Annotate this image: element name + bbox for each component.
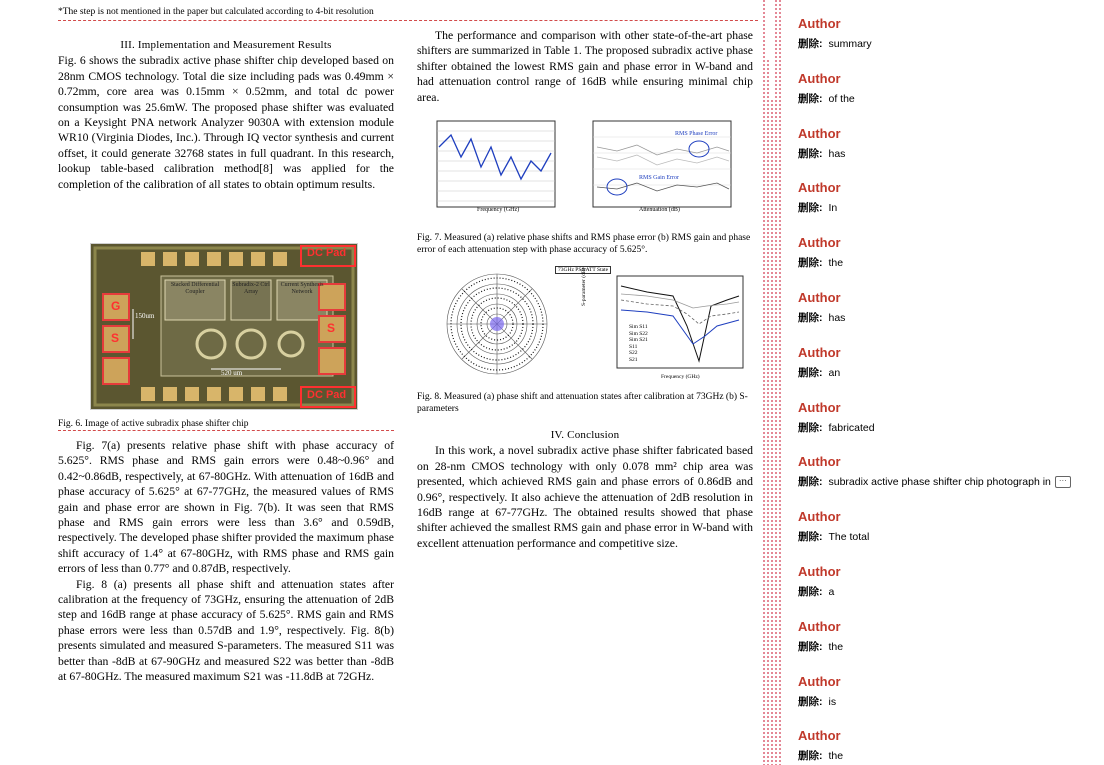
comment-author: Author [798, 454, 841, 469]
block-label-coupler: Stacked Differential Coupler [170, 282, 220, 295]
dc-pad-label-top: DC Pad [307, 247, 347, 259]
fig6-caption: Fig. 6. Image of active subradix phase shifter chip [58, 419, 249, 429]
comment-balloon[interactable] [798, 400, 1088, 435]
deleted-text: In [828, 202, 838, 214]
comment-balloon[interactable] [798, 728, 1088, 763]
fig8-caption: Fig. 8. Measured (a) phase shift and attenuation states after calibration at 73GHz (b) S-parameters [417, 392, 748, 414]
paragraph-fig8[interactable]: Fig. 8 (a) presents all phase shift and attenuation states after calibration at the frequency of 73GHz, ensuring the attenuation of 2dB step and 16dB range at phase accuracy of 5.625°. RMS gain and RMS phase errors were less than 0.57dB and 1.9°, respectively. Fig. 8(b) presents simulated and measured S-parameters. The measured S11 was better than -8dB at 67-90GHz and measured S22 was better than -8dB at 67-80GHz. The measured maximum S21 was -11.8dB at 72GHz. [58, 577, 394, 684]
right-column-top [417, 28, 753, 105]
chip-photograph [90, 243, 358, 410]
comment-balloon[interactable] [798, 509, 1088, 544]
paragraph-fig7[interactable]: Fig. 7(a) presents relative phase shift with phase accuracy of 5.625°. RMS phase and RMS gain errors were 0.48~0.96° and 0.42~0.86dB, respectively, at 67-80GHz. With attenuation of 16dB and phase accuracy of 5.625° at 67-77GHz, the measured values of RMS gain and phase error are shown in Fig. 7(b). It was seen that RMS phase and RMS gain errors were less than 3.6° and 0.59dB, respectively. The developed phase shifter provided the maximum phase shift accuracy of 1.4° at 67-80GHz, with RMS phase and RMS gain errors of less than 0.77° and 0.87dB, respectively. [58, 439, 394, 576]
legend-entry: Sim S22 [629, 330, 648, 337]
legend-entry: Sim S11 [629, 324, 648, 330]
comment-balloon[interactable] [798, 454, 1088, 489]
deleted-text: of the [828, 93, 855, 105]
fig8b-legend [629, 324, 648, 363]
legend-entry: S22 [629, 350, 638, 356]
comment-balloon[interactable] [798, 674, 1088, 709]
comment-balloon[interactable] [798, 290, 1088, 325]
comment-balloon[interactable] [798, 619, 1088, 654]
g-pad-label: G [111, 299, 121, 313]
deleted-text: a [828, 586, 835, 598]
comment-author: Author [798, 345, 841, 360]
deleted-label: 删除: [798, 476, 823, 488]
comment-leader-lines [762, 0, 784, 765]
comment-balloon[interactable] [798, 345, 1088, 380]
divider [58, 430, 394, 431]
fig7b-annotation-gain: RMS Gain Error [639, 175, 679, 181]
paragraph-conclusion[interactable]: In this work, a novel subradix active phase shifter fabricated based on 28-nm CMOS technology with only 0.078 mm² chip area was presented, which achieved RMS gain and phase errors of 0.86dB and 0.96°, respectively. It also achieve the attenuation of 2dB resolution in 16dB range at 67-77GHz. The obtained results showed that phase shifter achieved the smallest RMS gain and phase error in W-band with excellent attenuation performance and competitive size. [417, 444, 753, 550]
fig7b-annotation-phase: RMS Phase Error [675, 131, 718, 137]
deleted-text: the [828, 750, 844, 762]
deleted-label: 删除: [798, 422, 823, 434]
left-column-bottom [58, 438, 394, 685]
dimension-horizontal: 520 um [221, 369, 243, 377]
s-pad-label: S [111, 331, 120, 345]
legend-entry: S21 [629, 356, 638, 363]
comment-author: Author [798, 619, 841, 634]
section-heading-3: III. Implementation and Measurement Results [120, 39, 332, 51]
legend-entry: S11 [629, 343, 638, 350]
deleted-text: the [828, 641, 844, 653]
deleted-label: 删除: [798, 750, 823, 762]
fig8a-title: 73GHz PS&ATT State [555, 266, 611, 274]
comment-balloon[interactable] [798, 180, 1088, 215]
comment-author: Author [798, 180, 841, 195]
deleted-text: fabricated [828, 422, 875, 434]
fig8-plots [417, 266, 753, 384]
deleted-label: 删除: [798, 586, 823, 598]
deleted-label: 删除: [798, 38, 823, 50]
fig7-caption: Fig. 7. Measured (a) relative phase shifts and RMS phase error (b) RMS gain and phase error of each attenuation step with phase accuracy of 5.625°. [417, 233, 751, 255]
deleted-text: summary [828, 38, 872, 50]
comment-author: Author [798, 235, 841, 250]
comment-balloon[interactable] [798, 564, 1088, 599]
deleted-text: is [828, 696, 837, 708]
deleted-label: 删除: [798, 531, 823, 543]
fig7b-xlabel: Attenuation (dB) [639, 207, 680, 213]
deleted-text: subradix active phase shifter chip photograph in [828, 476, 1051, 488]
chip-photo-svg [91, 244, 357, 409]
legend-entry: Sim S21 [629, 337, 648, 343]
paragraph-comparison[interactable]: The performance and comparison with other state-of-the-art phase shifters are summarized in Table 1. The proposed subradix active phase shifter obtained the lowest RMS gain and phase error in W-band and had attenuation control range of 16dB while ensuring minimal chip area. [417, 29, 753, 104]
comment-author: Author [798, 564, 841, 579]
comment-author: Author [798, 71, 841, 86]
more-options-icon[interactable]: ··· [1055, 476, 1071, 488]
deleted-label: 删除: [798, 367, 823, 379]
comment-balloon[interactable] [798, 71, 1088, 106]
fig8b-ylabel: S-parameter (dB) [581, 267, 587, 306]
divider [58, 20, 758, 21]
dc-pad-label-bottom: DC Pad [307, 389, 347, 401]
comment-author: Author [798, 16, 841, 31]
block-label-synthesis: Current Synthesis Network [280, 282, 324, 295]
deleted-label: 删除: [798, 641, 823, 653]
deleted-label: 删除: [798, 312, 823, 324]
comment-author: Author [798, 509, 841, 524]
deleted-text: the [828, 257, 844, 269]
comment-balloon[interactable] [798, 235, 1088, 270]
section-heading-4: IV. Conclusion [550, 429, 620, 441]
fig8b-xlabel: Frequency (GHz) [661, 374, 700, 380]
deleted-label: 删除: [798, 148, 823, 160]
comment-author: Author [798, 290, 841, 305]
fig7-plots [417, 117, 753, 217]
block-label-ctrl: Subradix-2 Ctrl Array [232, 282, 270, 295]
deleted-label: 删除: [798, 93, 823, 105]
right-column-bottom [417, 428, 753, 551]
comment-author: Author [798, 728, 841, 743]
comment-balloon[interactable] [798, 126, 1088, 161]
comment-author: Author [798, 126, 841, 141]
left-column-top [58, 38, 394, 192]
deleted-label: 删除: [798, 696, 823, 708]
deleted-text: The total [828, 531, 870, 543]
comment-balloon[interactable] [798, 16, 1088, 51]
deleted-text: has [828, 148, 846, 160]
deleted-text: an [828, 367, 841, 379]
deleted-label: 删除: [798, 202, 823, 214]
dimension-vertical: 150um [135, 312, 155, 320]
fig7a-xlabel: Frequency (GHz) [477, 207, 520, 213]
comment-author: Author [798, 400, 841, 415]
footnote: *The step is not mentioned in the paper but calculated according to 4-bit resolution [58, 7, 374, 17]
comment-author: Author [798, 674, 841, 689]
s-pad-label-right: S [327, 321, 336, 335]
deleted-text: has [828, 312, 846, 324]
deleted-label: 删除: [798, 257, 823, 269]
paragraph-fig6[interactable]: Fig. 6 shows the subradix active phase shifter chip developed based on 28nm CMOS technology. Total die size including pads was 0.49mm × 0.72mm, core area was 0.15mm × 0.52mm, and total dc power consumption was 25.6mW. The proposed phase shifter was evaluated on a Keysight PNA network Analyzer 9030A with extension module WR10 (Virginia Diodes, Inc.). Through IQ vector synthesis and current offset, it could generate 32768 states in full quadrant. In this research, lookup table-based calibration method[8] was applied for the completion of the calibration of all states to obtain optimum results. [58, 54, 394, 191]
